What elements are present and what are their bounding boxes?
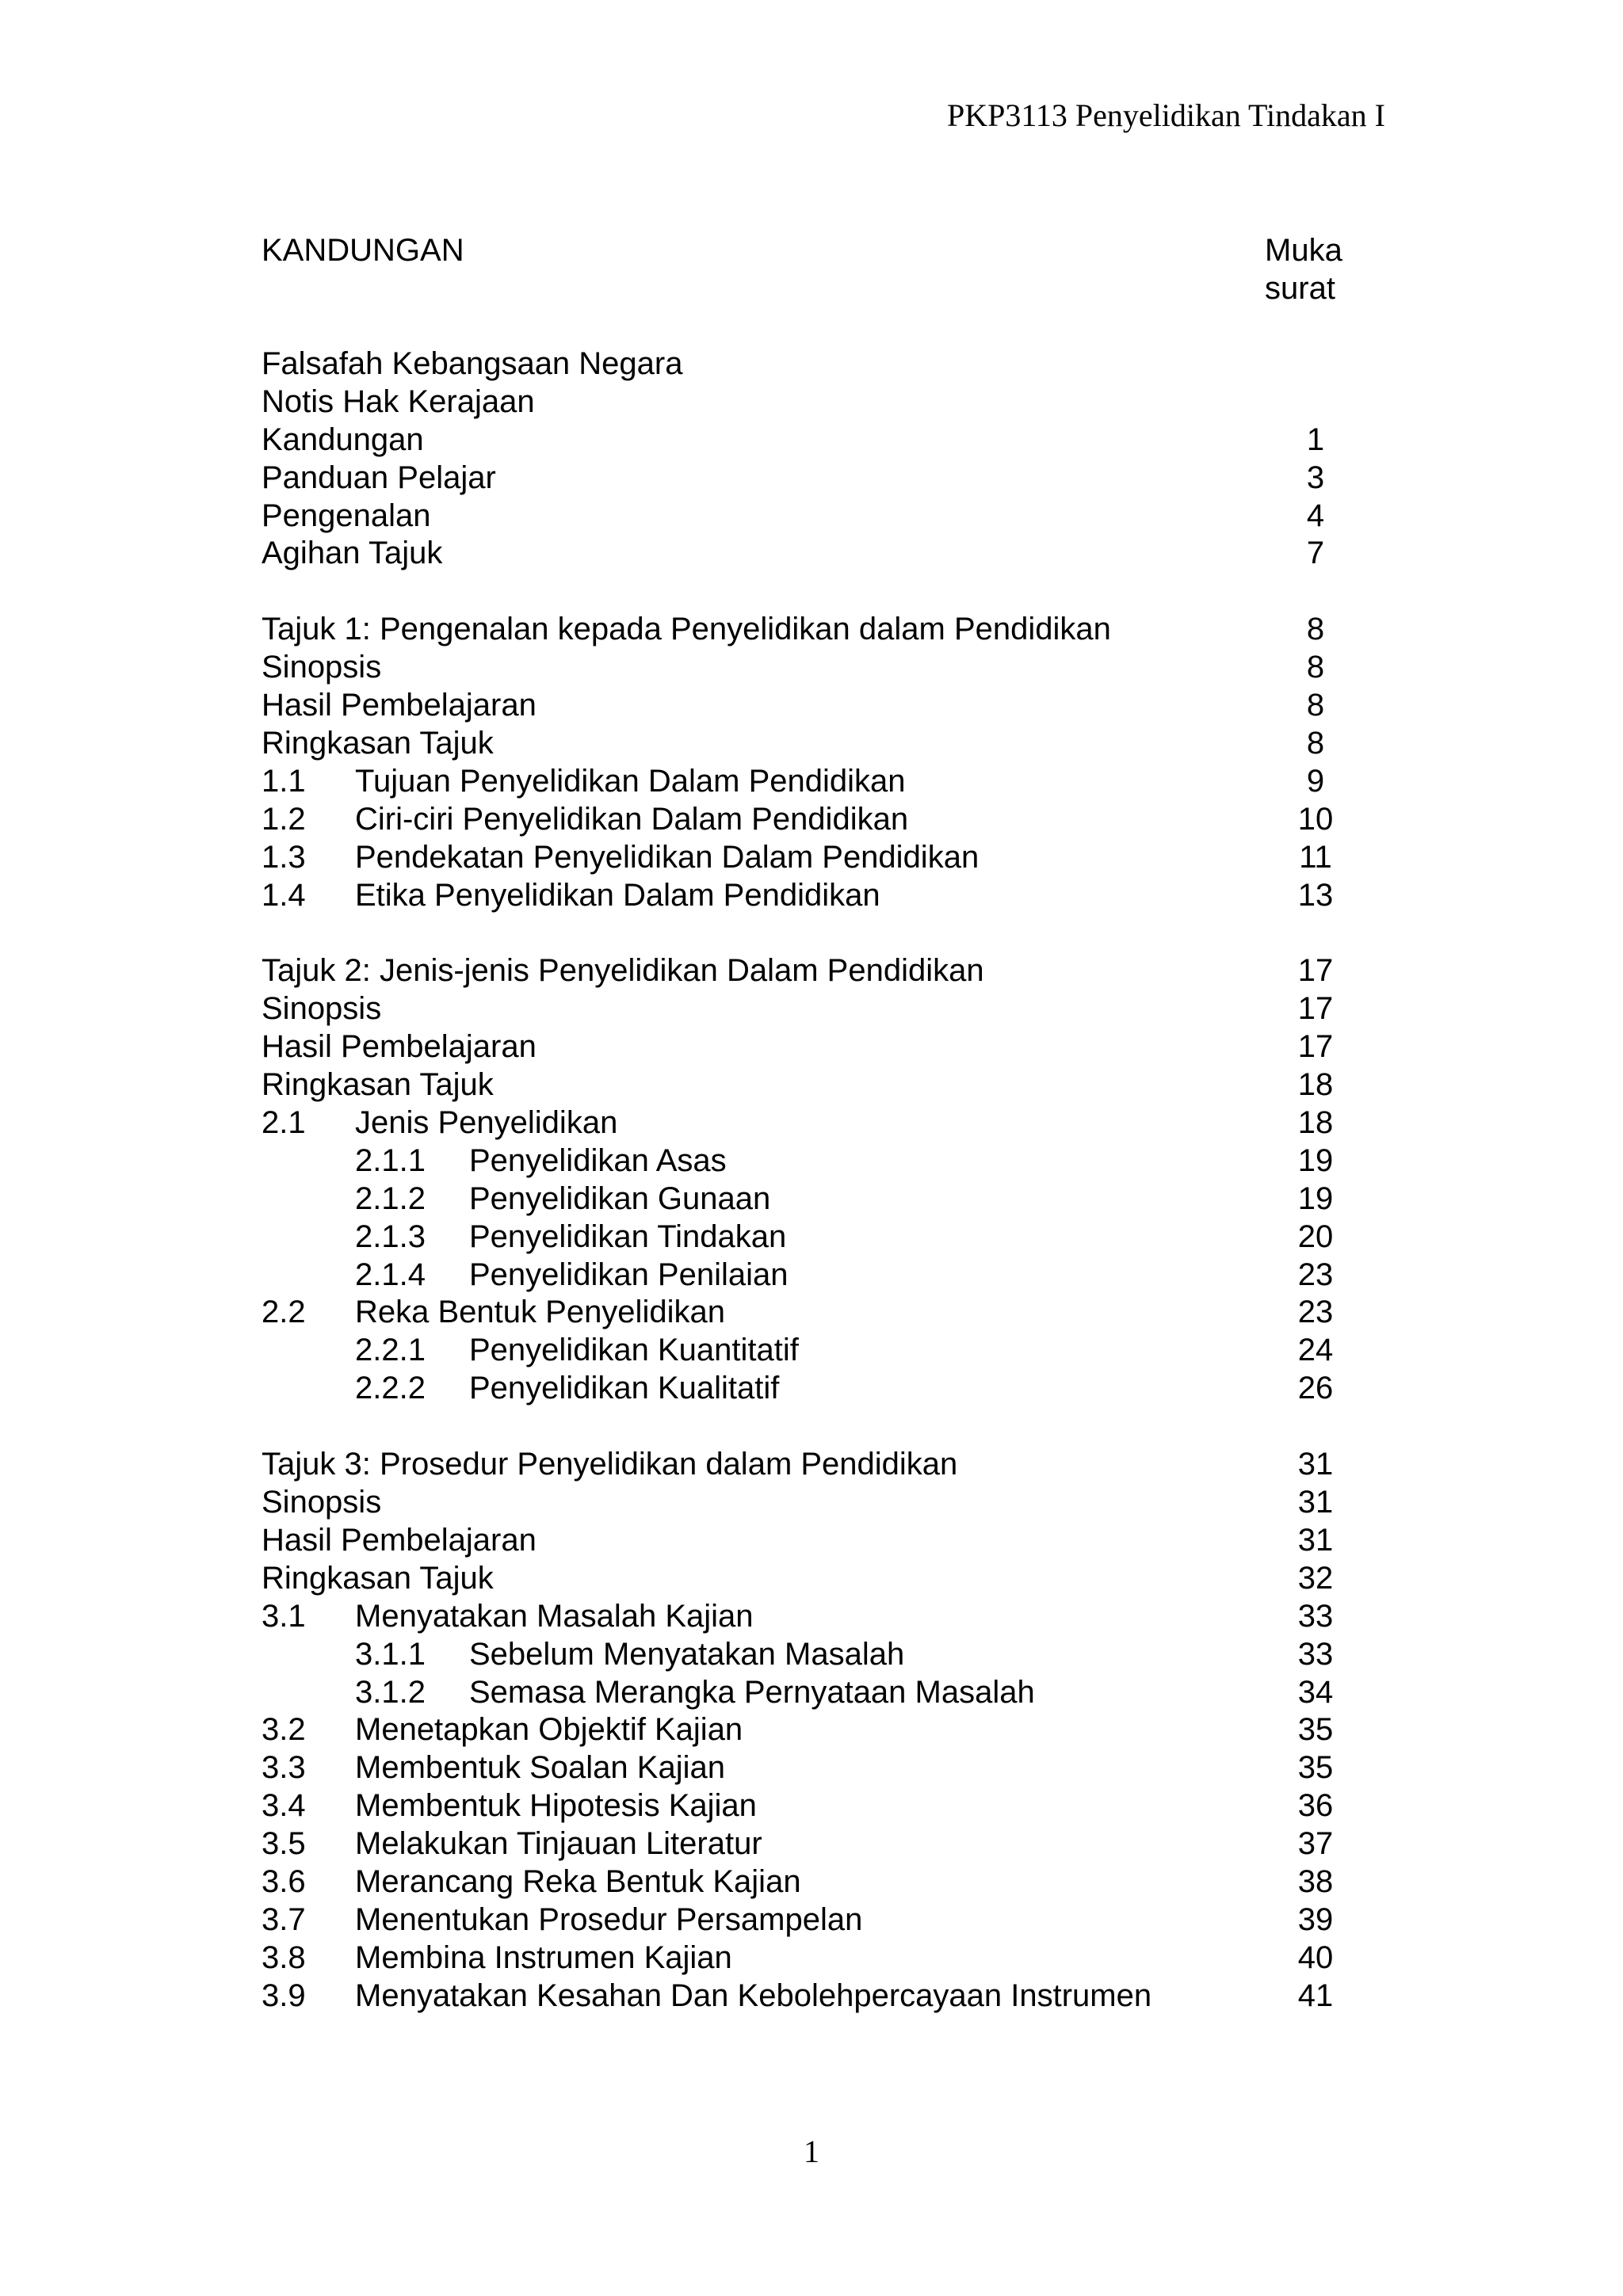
toc-entry-page: 31 — [1297, 1447, 1334, 1482]
toc-entry-number: 3.9 — [262, 1978, 306, 2013]
toc-section — [262, 611, 1355, 914]
toc-entry-label: Ciri-ciri Penyelidikan Dalam Pendidikan — [355, 801, 909, 837]
toc-entry-number: 1.4 — [262, 877, 306, 913]
toc-entry-number: 1.2 — [262, 801, 306, 837]
toc-entry — [262, 990, 1355, 1028]
toc-entry — [262, 952, 1355, 990]
toc-entry-label: Sinopsis — [262, 991, 382, 1027]
toc-entry — [262, 1711, 1355, 1749]
toc-entry-number: 3.1 — [262, 1598, 306, 1634]
toc-entry-page: 17 — [1297, 953, 1334, 989]
toc-entry — [262, 1257, 1355, 1295]
toc-entry — [262, 421, 1355, 460]
toc-entry — [262, 877, 1355, 915]
toc-entry-label: Penyelidikan Penilaian — [469, 1257, 789, 1292]
toc-entry-number: 2.1.1 — [355, 1142, 426, 1178]
toc-entry — [262, 1484, 1355, 1522]
toc-entry-page: 17 — [1297, 991, 1334, 1027]
toc-entry-number: 2.2.2 — [355, 1371, 426, 1406]
toc-entry-label: Notis Hak Kerajaan — [262, 383, 535, 419]
toc-entry-page: 35 — [1297, 1750, 1334, 1786]
toc-entry-label: Sinopsis — [262, 650, 382, 685]
toc-entry-page: 19 — [1297, 1180, 1334, 1216]
toc-entry-number: 3.6 — [262, 1863, 306, 1899]
toc-entry-label: Agihan Tajuk — [262, 536, 443, 571]
toc-entry-label: Membina Instrumen Kajian — [355, 1939, 732, 1975]
toc-entry-number: 3.2 — [262, 1712, 306, 1748]
toc-entry-page: 8 — [1306, 612, 1325, 647]
toc-entry-number: 2.1.4 — [355, 1257, 426, 1292]
toc-entry-label: Tajuk 1: Pengenalan kepada Penyelidikan dalam Pendidikan — [262, 612, 1111, 647]
toc-entry-label: Hasil Pembelajaran — [262, 688, 537, 723]
toc-entry-number: 3.1.1 — [355, 1636, 426, 1672]
toc-entry-page: 9 — [1306, 763, 1325, 799]
toc-entry — [262, 1180, 1355, 1219]
toc-entry-page: 1 — [1306, 421, 1325, 457]
toc-entry-page: 33 — [1297, 1598, 1334, 1634]
toc-entry-number: 3.8 — [262, 1939, 306, 1975]
toc-entry — [262, 535, 1355, 573]
toc-entry-label: Penyelidikan Asas — [469, 1142, 727, 1178]
toc-entry — [262, 1104, 1355, 1142]
toc-entry — [262, 1787, 1355, 1825]
toc-entry-label: Penyelidikan Tindakan — [469, 1219, 787, 1254]
toc-entry-number: 3.1.2 — [355, 1674, 426, 1710]
toc-entry-label: Melakukan Tinjauan Literatur — [355, 1826, 762, 1862]
toc-entry — [262, 1863, 1355, 1901]
toc-entry-label: Reka Bentuk Penyelidikan — [355, 1295, 725, 1330]
toc-heading-row — [262, 231, 1355, 307]
toc-entry-label: Panduan Pelajar — [262, 460, 496, 495]
toc-entry-label: Penyelidikan Gunaan — [469, 1180, 771, 1216]
toc-title: KANDUNGAN — [262, 233, 464, 268]
toc-entry-page: 37 — [1297, 1826, 1334, 1862]
toc-entry-number: 2.2 — [262, 1295, 306, 1330]
toc-entry-page: 31 — [1297, 1522, 1334, 1558]
toc-entry-number: 2.2.1 — [355, 1333, 426, 1368]
toc-entry-label: Merancang Reka Bentuk Kajian — [355, 1863, 801, 1899]
toc-entry-page: 26 — [1297, 1371, 1334, 1406]
toc-entry-page: 17 — [1297, 1029, 1334, 1065]
toc-entry-label: Kandungan — [262, 421, 424, 457]
toc-entry — [262, 1636, 1355, 1674]
toc-entry-page: 18 — [1297, 1067, 1334, 1103]
toc-entry — [262, 649, 1355, 687]
toc-entry-number: 1.1 — [262, 763, 306, 799]
toc-entry-page: 32 — [1297, 1560, 1334, 1596]
toc-entry — [262, 1219, 1355, 1257]
toc-entry-label: Falsafah Kebangsaan Negara — [262, 346, 683, 381]
toc-entry-label: Membentuk Hipotesis Kajian — [355, 1788, 757, 1824]
toc-section — [262, 1446, 1355, 2015]
toc-entry-page: 19 — [1297, 1142, 1334, 1178]
toc-entry-page: 35 — [1297, 1712, 1334, 1748]
toc-entry-label: Menyatakan Kesahan Dan Kebolehpercayaan Instrumen — [355, 1978, 1152, 2013]
page-column-heading-line1: Muka — [1265, 233, 1342, 268]
toc-entry-page: 36 — [1297, 1788, 1334, 1824]
page-number: 1 — [804, 2134, 819, 2169]
toc-entry — [262, 1028, 1355, 1066]
toc-entry-page: 38 — [1297, 1863, 1334, 1899]
toc-entry-number: 3.3 — [262, 1750, 306, 1786]
page-column-heading-line2: surat — [1265, 271, 1335, 306]
toc-entry — [262, 1370, 1355, 1408]
toc-entry-label: Pengenalan — [262, 498, 431, 533]
toc-entry — [262, 1294, 1355, 1332]
toc-entry-page: 40 — [1297, 1939, 1334, 1975]
toc-entry-label: Ringkasan Tajuk — [262, 1560, 494, 1596]
toc-entry — [262, 687, 1355, 725]
toc-entry — [262, 1939, 1355, 1978]
toc-entry-label: Etika Penyelidikan Dalam Pendidikan — [355, 877, 880, 913]
table-of-contents — [262, 231, 1355, 2054]
toc-entry-page: 8 — [1306, 650, 1325, 685]
toc-section — [262, 952, 1355, 1408]
toc-entry-number: 1.3 — [262, 839, 306, 875]
toc-entry — [262, 1749, 1355, 1787]
toc-entry — [262, 839, 1355, 877]
toc-entry-page: 4 — [1306, 498, 1325, 533]
toc-entry-label: Tajuk 2: Jenis-jenis Penyelidikan Dalam Pendidikan — [262, 953, 984, 989]
toc-entry-label: Menentukan Prosedur Persampelan — [355, 1901, 863, 1937]
toc-entry-number: 3.4 — [262, 1788, 306, 1824]
toc-entry-label: Penyelidikan Kuantitatif — [469, 1333, 799, 1368]
toc-entry-label: Jenis Penyelidikan — [355, 1105, 618, 1141]
toc-entry-page: 41 — [1297, 1978, 1334, 2013]
toc-entry — [262, 1674, 1355, 1712]
toc-entry — [262, 763, 1355, 801]
toc-entry-page: 34 — [1297, 1674, 1334, 1710]
toc-entry-number: 2.1.3 — [355, 1219, 426, 1254]
toc-entry-page: 8 — [1306, 726, 1325, 761]
toc-entry — [262, 1901, 1355, 1939]
toc-entry-page: 23 — [1297, 1257, 1334, 1292]
toc-entry — [262, 345, 1355, 383]
toc-entry — [262, 1825, 1355, 1863]
toc-entry — [262, 801, 1355, 839]
toc-entry-number: 3.7 — [262, 1901, 306, 1937]
toc-entry-label: Menetapkan Objektif Kajian — [355, 1712, 743, 1748]
toc-entry-label: Membentuk Soalan Kajian — [355, 1750, 725, 1786]
toc-entry — [262, 725, 1355, 763]
toc-entry — [262, 611, 1355, 649]
toc-entry — [262, 1142, 1355, 1180]
toc-entry-number: 3.5 — [262, 1826, 306, 1862]
toc-entry-page: 18 — [1297, 1105, 1334, 1141]
toc-entry-label: Ringkasan Tajuk — [262, 1067, 494, 1103]
toc-entry-page: 11 — [1299, 839, 1332, 875]
toc-entry-page: 7 — [1306, 536, 1325, 571]
toc-sections — [262, 345, 1355, 2016]
toc-entry-number: 2.1 — [262, 1105, 306, 1141]
toc-entry-page: 20 — [1297, 1219, 1334, 1254]
toc-entry-label: Ringkasan Tajuk — [262, 726, 494, 761]
toc-entry — [262, 1332, 1355, 1370]
toc-entry-label: Hasil Pembelajaran — [262, 1522, 537, 1558]
running-header: PKP3113 Penyelidikan Tindakan I — [947, 97, 1385, 133]
toc-entry-label: Menyatakan Masalah Kajian — [355, 1598, 754, 1634]
toc-entry-label: Hasil Pembelajaran — [262, 1029, 537, 1065]
toc-entry-label: Tujuan Penyelidikan Dalam Pendidikan — [355, 763, 906, 799]
toc-section — [262, 345, 1355, 573]
toc-entry-page: 39 — [1297, 1901, 1334, 1937]
page-column-heading — [1265, 231, 1360, 307]
toc-entry-page: 10 — [1297, 801, 1334, 837]
toc-entry-page: 23 — [1297, 1295, 1334, 1330]
toc-entry-number: 2.1.2 — [355, 1180, 426, 1216]
toc-entry-page: 3 — [1306, 460, 1325, 495]
toc-entry-page: 33 — [1297, 1636, 1334, 1672]
toc-entry — [262, 460, 1355, 498]
toc-entry-page: 8 — [1306, 688, 1325, 723]
toc-entry — [262, 498, 1355, 536]
toc-entry-label: Penyelidikan Kualitatif — [469, 1371, 780, 1406]
toc-entry-page: 24 — [1297, 1333, 1334, 1368]
toc-entry — [262, 1522, 1355, 1560]
toc-entry — [262, 1978, 1355, 2016]
toc-entry-label: Sebelum Menyatakan Masalah — [469, 1636, 905, 1672]
toc-entry — [262, 383, 1355, 421]
toc-entry — [262, 1066, 1355, 1104]
toc-entry — [262, 1446, 1355, 1484]
toc-entry-page: 13 — [1297, 877, 1334, 913]
toc-entry-label: Tajuk 3: Prosedur Penyelidikan dalam Pendidikan — [262, 1447, 958, 1482]
toc-entry-page: 31 — [1297, 1485, 1334, 1520]
toc-entry-label: Semasa Merangka Pernyataan Masalah — [469, 1674, 1035, 1710]
toc-entry — [262, 1598, 1355, 1636]
toc-entry — [262, 1560, 1355, 1598]
toc-entry-label: Pendekatan Penyelidikan Dalam Pendidikan — [355, 839, 980, 875]
toc-entry-label: Sinopsis — [262, 1485, 382, 1520]
